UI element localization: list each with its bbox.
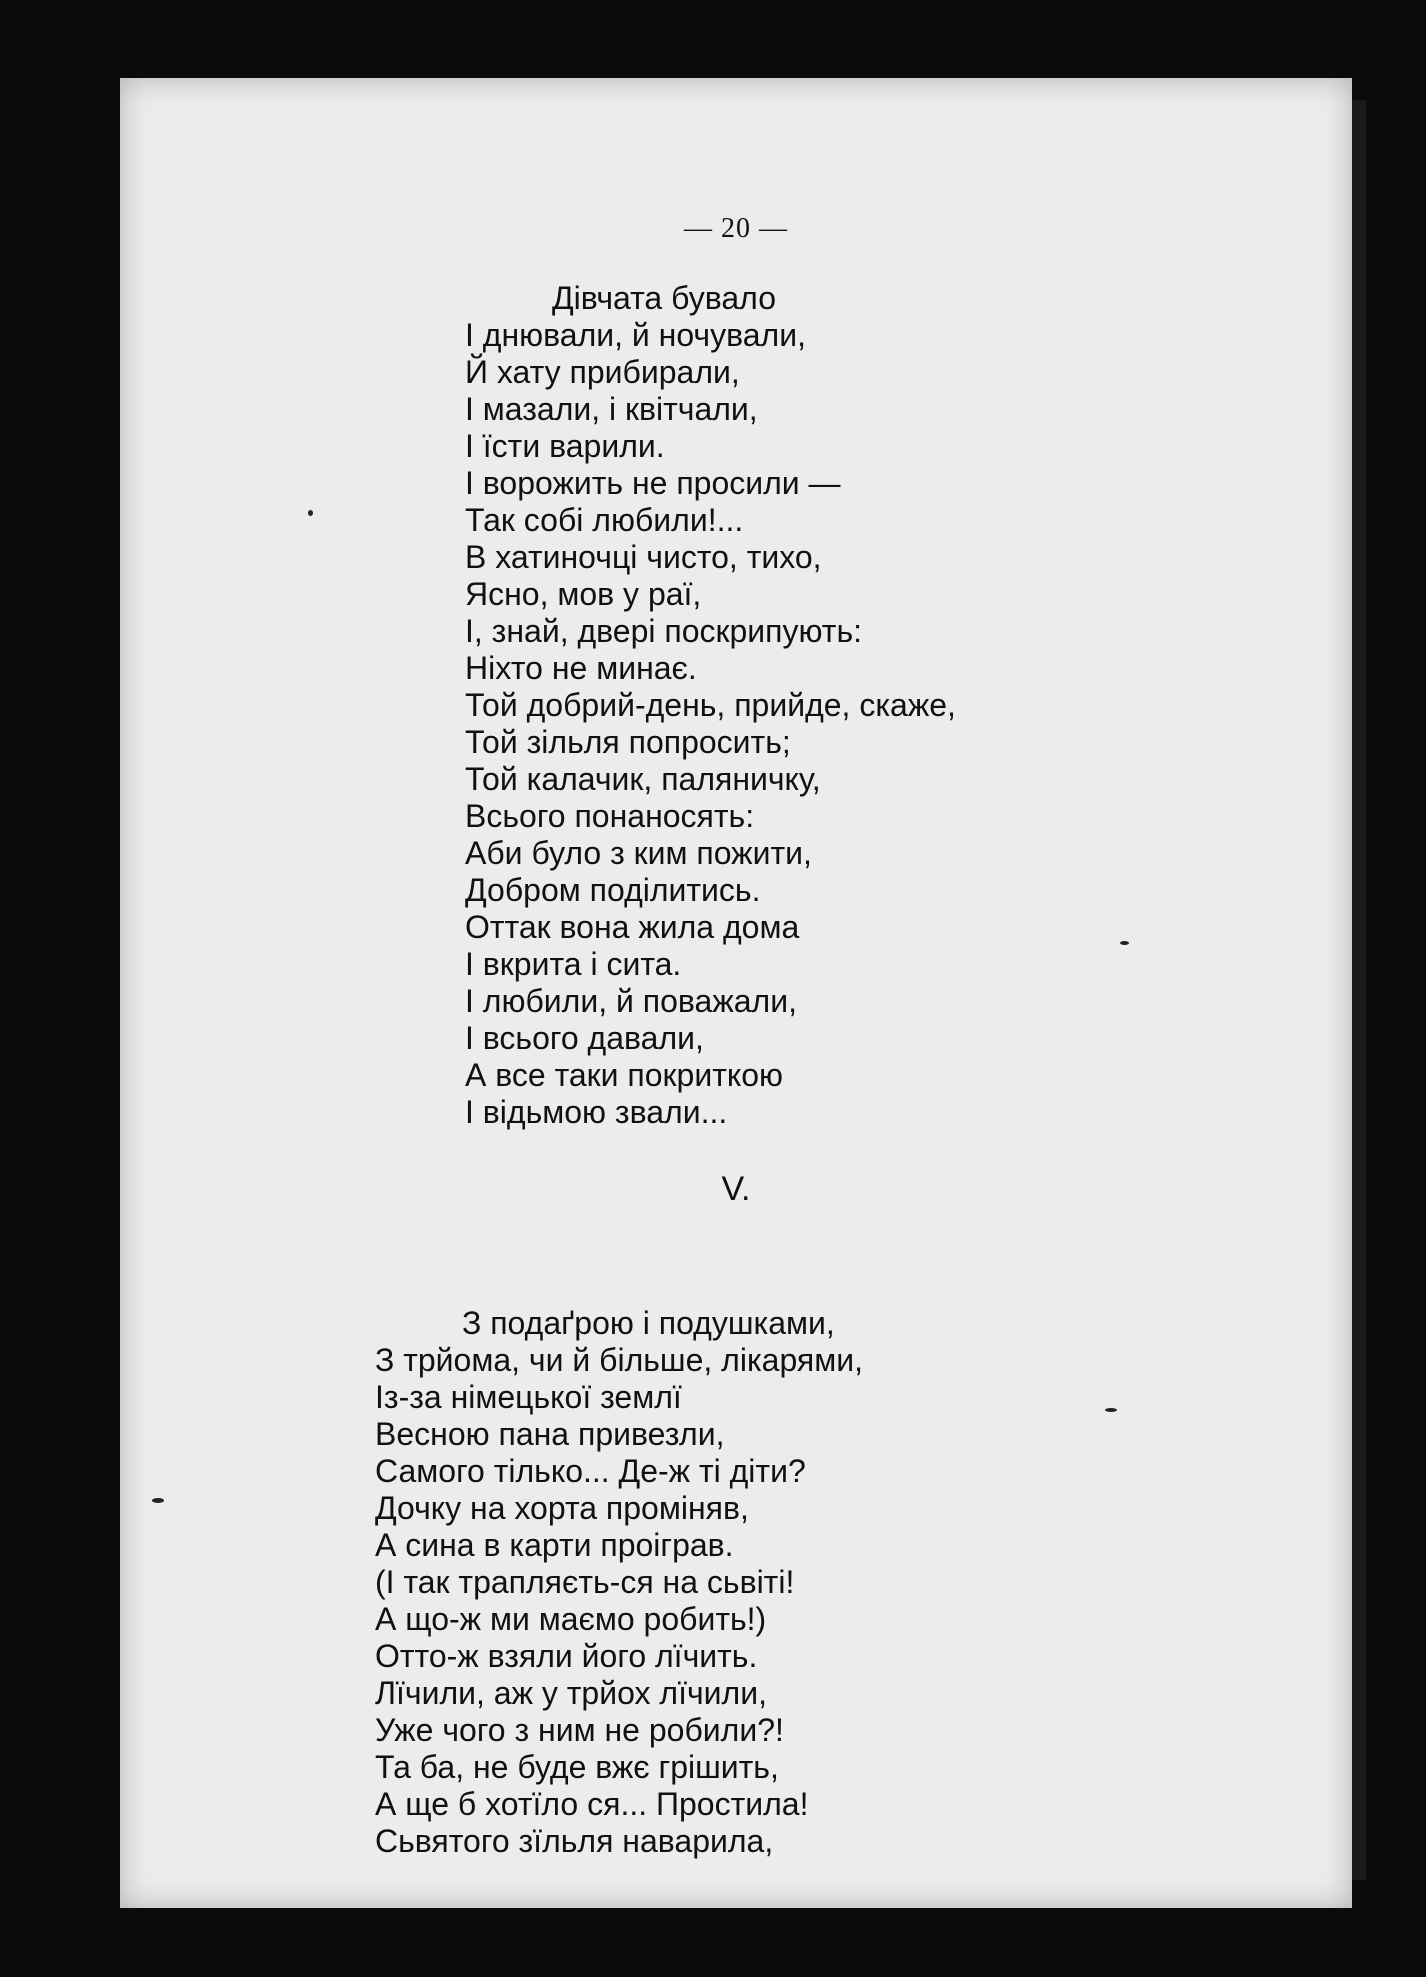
poem-line: А що-ж ми маємо робить!) [375,1601,767,1637]
poem-line: І відьмою звали... [465,1094,728,1130]
poem-line: Сьвятого зїльля наварила, [375,1823,774,1859]
scan-speck [1120,941,1129,945]
poem-line: Той зільля попросить; [465,724,791,760]
poem-line: (І так трапляєть-ся на сьвіті! [375,1564,795,1600]
poem-line: Так собі любили!... [465,502,744,538]
poem-line: А все таки покриткою [465,1057,784,1093]
poem-line: І, знай, двері поскрипують: [465,613,863,649]
poem-line: Дівчата бувало [552,280,776,316]
poem-line: Той добрий-день, прийде, скаже, [465,687,956,723]
poem-line: Ніхто не минає. [465,650,697,686]
poem-line: Отто-ж взяли його лїчить. [375,1638,758,1674]
poem-line: Всього понаносять: [465,798,755,834]
poem-line: Весною пана привезли, [375,1416,725,1452]
page-edge [1352,100,1366,1880]
poem-line: І днювали, й ночували, [465,317,806,353]
poem-stanza-1 [465,280,956,1131]
poem-line: І ворожить не просили — [465,465,841,501]
poem-line: Уже чого з ним не робили?! [375,1712,784,1748]
poem-line: Добром поділитись. [465,872,761,908]
poem-line: А ще б хотїло ся... Простила! [375,1786,809,1822]
poem-line: Дочку на хорта проміняв, [375,1490,749,1526]
page-number: — 20 — [684,213,788,244]
book-page [120,78,1352,1908]
poem-line: Лїчили, аж у трйох лїчили, [375,1675,767,1711]
poem-stanza-2 [375,1305,863,1860]
scan-speck [152,1498,164,1503]
poem-line: Із-за німецької землї [375,1379,682,1415]
poem-line: З трйома, чи й більше, лікарями, [375,1342,863,1378]
scan-speck [1105,1408,1117,1412]
poem-line: І всього давали, [465,1020,704,1056]
poem-line: З подаґрою і подушками, [462,1305,835,1341]
poem-line: І мазали, і квітчали, [465,391,758,427]
poem-line: Аби було з ким пожити, [465,835,812,871]
poem-line: Той калачик, паляничку, [465,761,821,797]
poem-line: І вкрита і сита. [465,946,682,982]
poem-line: Ясно, мов у раї, [465,576,702,612]
scan-speck [308,510,313,516]
poem-line: А сина в карти проіграв. [375,1527,734,1563]
poem-line: Й хату прибирали, [465,354,740,390]
poem-line: Та ба, не буде вжє грішить, [375,1749,779,1785]
poem-line: І любили, й поважали, [465,983,797,1019]
poem-line: В хатиночці чисто, тихо, [465,539,822,575]
section-heading: V. [721,1170,751,1208]
poem-line: Оттак вона жила дома [465,909,800,945]
poem-line: Самого тілько... Де-ж ті діти? [375,1453,806,1489]
poem-line: І їсти варили. [465,428,665,464]
